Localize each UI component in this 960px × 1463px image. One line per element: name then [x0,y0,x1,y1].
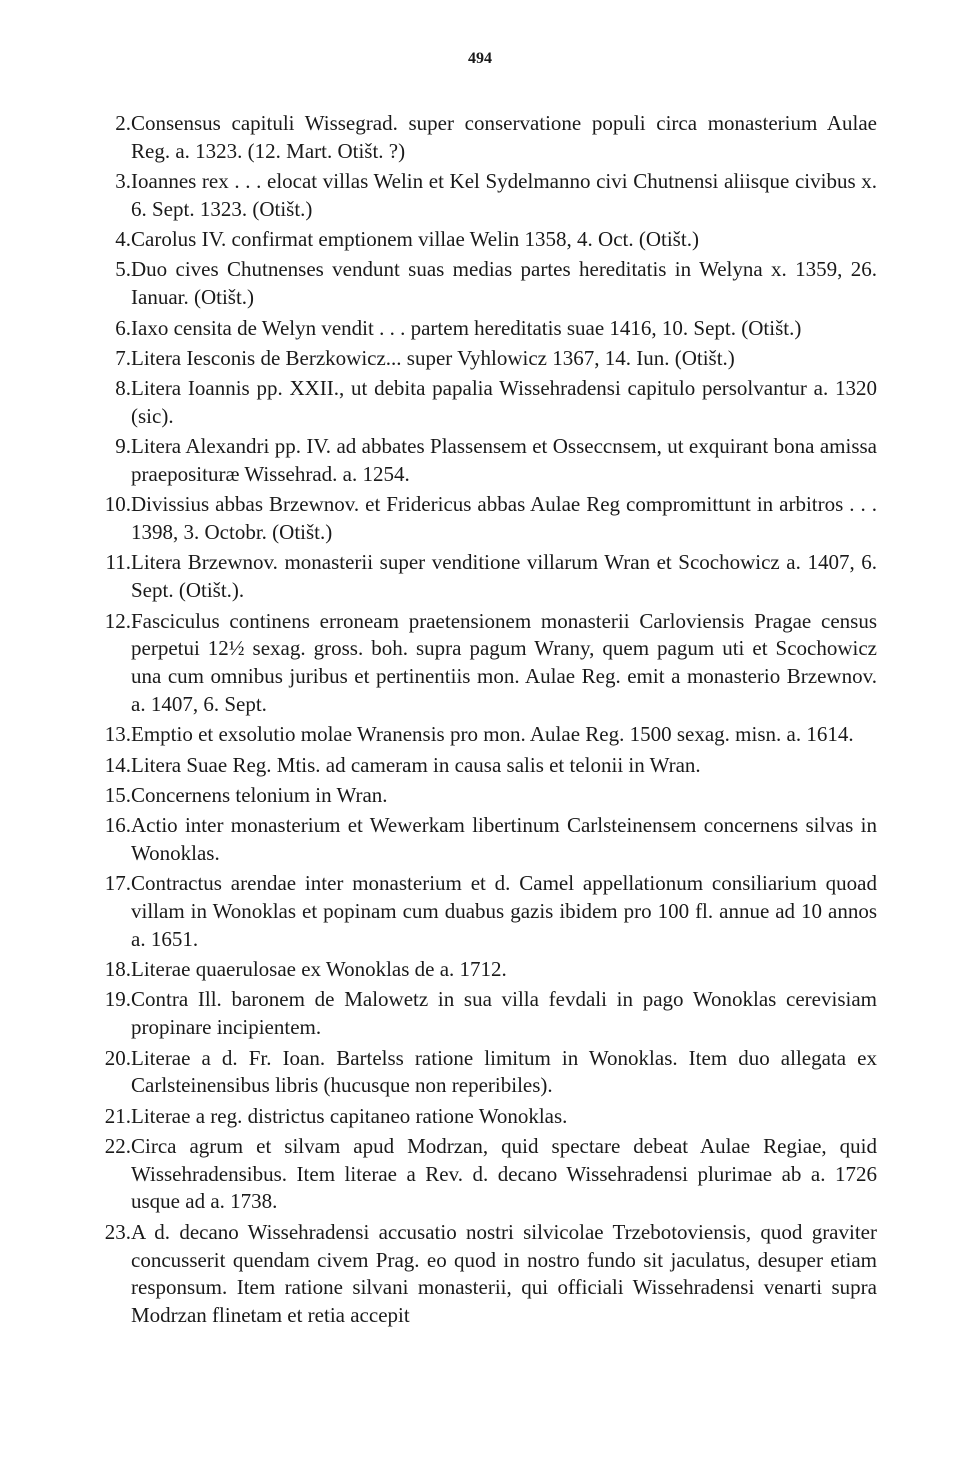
list-item [85,1133,877,1216]
page-number: 494 [468,50,492,67]
list-item [85,345,877,373]
list-item [85,549,877,605]
list-item [85,168,877,224]
entry-text: Divissius abbas Brzewnov. et Fridericus abbas Aulae Reg compromittunt in arbitros . . . 1398, 3. Octobr. (Otišt.) [131,492,877,545]
entry-text: Ioannes rex . . . elocat villas Welin et Kel Sydelmanno civi Chutnensi aliisque civibus x. 6. Sept. 1323. (Otišt.) [131,169,877,221]
entry-text: Literae quaerulosae ex Wonoklas de a. 1712. [131,957,507,982]
entry-number: 8. [115,376,131,401]
list-item [85,1103,877,1131]
entry-number: 11. [105,550,131,575]
entry-number: 10. [104,492,131,517]
entry-number: 19. [104,987,131,1012]
entry-text: Litera Iesconis de Berzkowicz... super Vyhlowicz 1367, 14. Iun. (Otišt.) [131,345,735,370]
list-item [85,433,877,489]
entry-number: 5. [115,257,131,282]
entry-list [85,110,877,1332]
entry-text: Fasciculus continens erroneam praetensionem monasterii Carloviensis Pragae census perpetui 12½ sexag. gross. boh. supra pagum Wrany, quem pagum uti et Scochowicz una cum omnibus juribus et pertinentiis mon. Aulae Reg. emit a monasterio Brzewnov. a. 1407, 6. Sept. [131,608,877,716]
list-item [85,491,877,547]
entry-number: 7. [115,345,131,370]
list-item [85,812,877,868]
entry-text: Literae a d. Fr. Ioan. Bartelss ratione limitum in Wonoklas. Item duo allegata ex Carlsteinensibus libris (hucusque non reperibiles). [131,1045,877,1098]
list-item [85,956,877,984]
entry-number: 15. [104,782,131,807]
entry-number: 21. [104,1103,131,1128]
entry-text: Litera Suae Reg. Mtis. ad cameram in causa salis et telonii in Wran. [131,752,701,777]
entry-number: 18. [104,957,131,982]
entry-text: Literae a reg. districtus capitaneo ratione Wonoklas. [131,1103,568,1128]
entry-text: Concernens telonium in Wran. [131,782,388,807]
list-item [85,870,877,953]
entry-number: 4. [115,227,131,252]
list-item [85,226,877,254]
entry-text: Actio inter monasterium et Wewerkam libertinum Carlsteinensem concernens silvas in Wonoklas. [131,813,877,865]
list-item [85,986,877,1042]
list-item [85,315,877,343]
list-item [85,721,877,749]
entry-number: 16. [104,813,131,838]
entry-number: 17. [104,871,131,896]
entry-text: Carolus IV. confirmat emptionem villae Welin 1358, 4. Oct. (Otišt.) [131,227,699,252]
entry-number: 3. [115,169,131,194]
entry-number: 22. [104,1133,131,1158]
entry-number: 12. [104,608,131,633]
list-item [85,375,877,431]
list-item [85,608,877,719]
entry-text: Contractus arendae inter monasterium et d. Camel appellationum consiliarium quoad villam in Wonoklas et popinam cum duabus gazis ibidem pro 100 fl. annue ad 10 annos a. 1651. [131,871,877,951]
entry-text: Litera Alexandri pp. IV. ad abbates Plassensem et Osseccnsem, ut exquirant bona amissa praeposituræ Wissehrad. a. 1254. [131,434,877,487]
list-item [85,782,877,810]
list-item [85,752,877,780]
entry-number: 13. [104,722,131,747]
entry-text: Consensus capituli Wissegrad. super conservatione populi circa monasterium Aulae Reg. a. 1323. (12. Mart. Otišt. ?) [131,111,877,163]
entry-text: Litera Ioannis pp. XXII., ut debita papalia Wissehradensi capitulo persolvantur a. 1320 (sic). [131,376,877,428]
entry-number: 20. [104,1045,131,1070]
entry-text: Contra Ill. baronem de Malowetz in sua villa fevdali in pago Wonoklas cerevisiam propinare incipientem. [131,987,877,1040]
entry-number: 9. [115,434,131,459]
entry-text: Circa agrum et silvam apud Modrzan, quid spectare debeat Aulae Regiae, quid Wissehradensibus. Item literae a Rev. d. decano Wissehradensi plurimae ab a. 1726 usque ad a. 1738. [131,1133,877,1214]
entry-number: 2. [115,111,131,135]
entry-number: 23. [104,1219,131,1244]
list-item [85,110,877,166]
entry-text: Litera Brzewnov. monasterii super venditione villarum Wran et Scochowicz a. 1407, 6. Sept. (Otišt.). [131,550,877,603]
list-item [85,256,877,312]
entry-number: 6. [115,315,131,340]
entry-text: Emptio et exsolutio molae Wranensis pro mon. Aulae Reg. 1500 sexag. misn. a. 1614. [131,722,854,747]
list-item [85,1045,877,1101]
entry-number: 14. [104,752,131,777]
entry-text: Iaxo censita de Welyn vendit . . . partem hereditatis suae 1416, 10. Sept. (Otišt.) [131,315,802,340]
entry-text: A d. decano Wissehradensi accusatio nostri silvicolae Trzebotoviensis, quod graviter concusserit quendam civem Prag. eo quod in nostro fundo sit jaculatus, desuper etiam responsum. Item ratione silvani monasterii, qui officiali Wissehradensi venarti supra Modrzan flinetam et retia accepit [131,1219,877,1328]
entry-text: Duo cives Chutnenses vendunt suas medias partes hereditatis in Welyna x. 1359, 26. Ianuar. (Otišt.) [131,257,877,310]
list-item [85,1219,877,1330]
